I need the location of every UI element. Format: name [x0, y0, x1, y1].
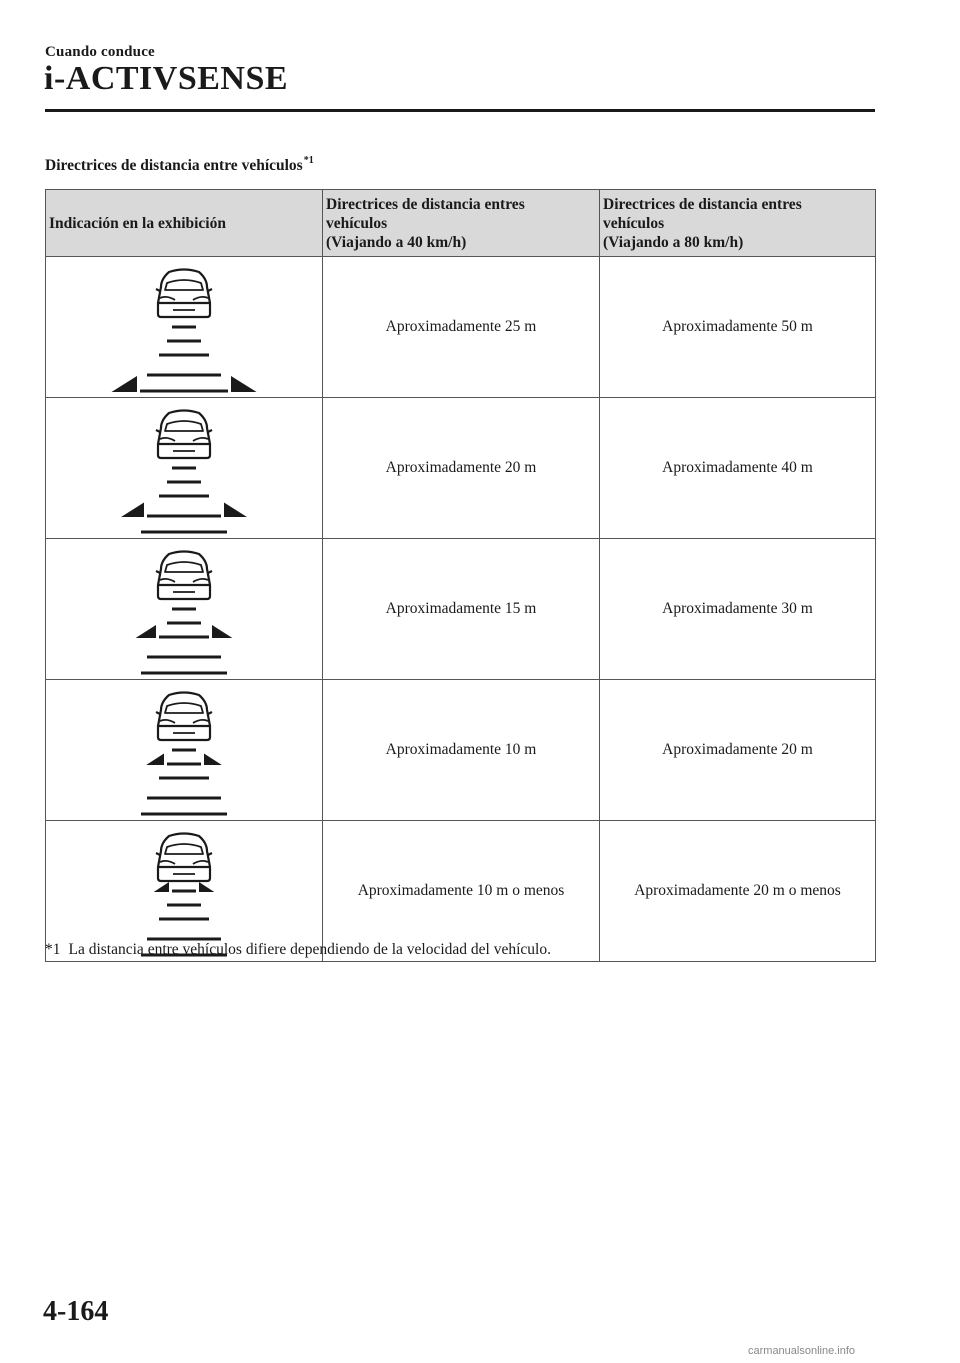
triangle-marker-icon [112, 376, 138, 392]
triangle-marker-icon [224, 503, 247, 518]
column-header-line: vehículos [603, 214, 665, 232]
column-header-line: vehículos [326, 214, 388, 232]
column-header-line: (Viajando a 40 km/h) [326, 233, 467, 251]
footnote-text: La distancia entre vehículos difiere dependiendo de la velocidad del vehículo. [68, 941, 551, 958]
display-indicator-cell [46, 680, 323, 821]
section-label: Cuando conduce [45, 44, 155, 60]
table-row [46, 257, 876, 398]
footnote [45, 941, 551, 959]
distance-40kmh-cell: Aproximadamente 25 m [323, 257, 600, 398]
column-header-display [46, 190, 323, 257]
table-row [46, 539, 876, 680]
distance-indicator-icon [99, 257, 269, 397]
display-indicator-cell [46, 539, 323, 680]
triangle-marker-icon [121, 503, 144, 518]
distance-80kmh-cell: Aproximadamente 40 m [600, 398, 876, 539]
display-indicator-cell [46, 257, 323, 398]
distance-indicator-icon [99, 680, 269, 820]
triangle-marker-icon [204, 754, 222, 766]
table-title [45, 155, 314, 175]
distance-80kmh-cell: Aproximadamente 20 m o menos [600, 821, 876, 962]
distance-40kmh-cell: Aproximadamente 15 m [323, 539, 600, 680]
column-header-line: Indicación en la exhibición [49, 214, 226, 232]
distance-80kmh-cell: Aproximadamente 20 m [600, 680, 876, 821]
triangle-marker-icon [231, 376, 257, 392]
distance-40kmh-cell: Aproximadamente 20 m [323, 398, 600, 539]
page-number: 4-164 [43, 1296, 109, 1327]
watermark: carmanualsonline.info [748, 1345, 856, 1357]
distance-indicator-icon [99, 539, 269, 679]
distance-80kmh-cell: Aproximadamente 30 m [600, 539, 876, 680]
triangle-marker-icon [212, 625, 232, 638]
table-row [46, 398, 876, 539]
footnote-mark: *1 [45, 941, 61, 958]
distance-40kmh-cell: Aproximadamente 10 m o menos [323, 821, 600, 962]
display-indicator-cell [46, 398, 323, 539]
table-title-text: Directrices de distancia entre vehículos [45, 157, 303, 174]
car-front-icon [156, 552, 212, 600]
car-front-icon [156, 834, 212, 882]
column-header-line: Directrices de distancia entres [326, 195, 525, 213]
car-front-icon [156, 270, 212, 318]
header-rule [45, 109, 875, 112]
triangle-marker-icon [154, 882, 169, 892]
table-header-row [46, 190, 876, 257]
distance-guideline-table [45, 189, 876, 962]
distance-indicator-icon [99, 398, 269, 538]
car-front-icon [156, 693, 212, 741]
distance-80kmh-cell: Aproximadamente 50 m [600, 257, 876, 398]
chapter-title: i-ACTIVSENSE [44, 60, 289, 97]
column-header-line: (Viajando a 80 km/h) [603, 233, 744, 251]
column-header-line: Directrices de distancia entres [603, 195, 802, 213]
triangle-marker-icon [136, 625, 156, 638]
car-front-icon [156, 411, 212, 459]
table-title-note: *1 [303, 155, 314, 166]
column-header-40kmh [323, 190, 600, 257]
distance-40kmh-cell: Aproximadamente 10 m [323, 680, 600, 821]
table-row [46, 680, 876, 821]
column-header-80kmh [600, 190, 876, 257]
triangle-marker-icon [146, 754, 164, 766]
distance-indicator-icon [99, 821, 269, 961]
triangle-marker-icon [199, 882, 214, 892]
